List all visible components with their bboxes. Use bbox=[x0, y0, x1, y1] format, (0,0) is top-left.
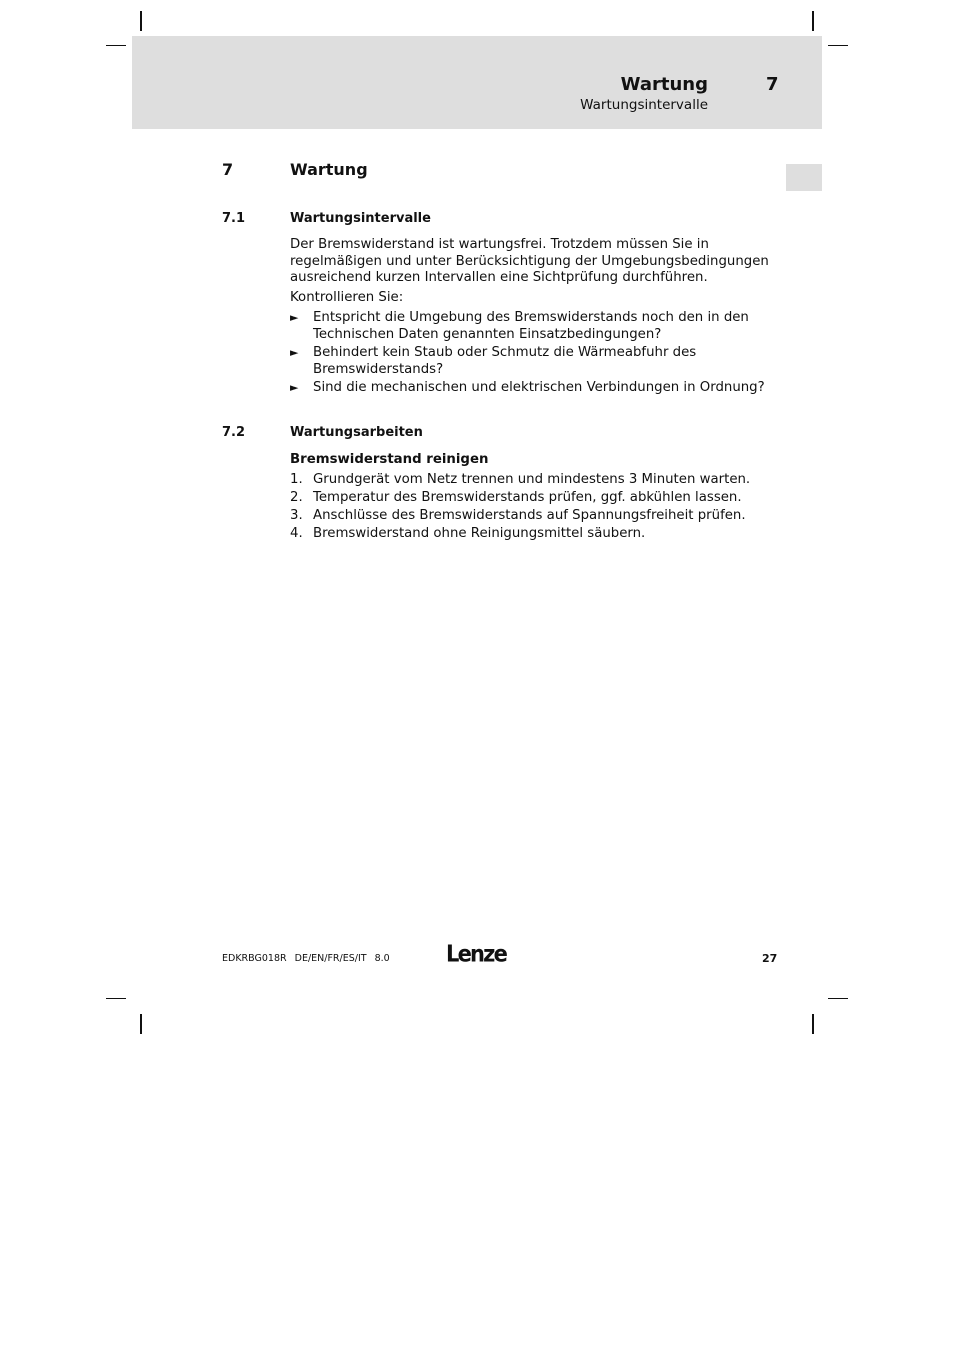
list-item bbox=[290, 380, 780, 397]
list-item-text: Behindert kein Staub oder Schmutz die Wärmeabfuhr des Bremswiderstands? bbox=[313, 345, 697, 377]
list-item bbox=[290, 345, 780, 378]
maintenance-paragraph: Der Bremswiderstand ist wartungsfrei. Trotzdem müssen Sie in regelmäßigen und unter Berücksichtigung der Umgebungsbedingungen ausreichend kurzen Intervallen eine Sichtprüfung durchführen. bbox=[290, 237, 769, 285]
step-number: 2. bbox=[290, 490, 303, 505]
header-band bbox=[132, 36, 822, 129]
page-number: 27 bbox=[762, 952, 778, 965]
check-list bbox=[290, 310, 780, 399]
subsection-1-title: Wartungsintervalle bbox=[290, 211, 431, 226]
check-intro: Kontrollieren Sie: bbox=[290, 290, 404, 305]
list-item-text: Sind die mechanischen und elektrischen Verbindungen in Ordnung? bbox=[313, 380, 765, 395]
footer-languages: DE/EN/FR/ES/IT bbox=[294, 953, 367, 964]
crop-mark-bottom-right-vertical bbox=[812, 1014, 814, 1034]
list-item bbox=[290, 310, 780, 343]
step-text: Grundgerät vom Netz trennen und mindestens 3 Minuten warten. bbox=[313, 472, 751, 487]
footer-document-info bbox=[222, 953, 395, 965]
crop-mark-top-left-horizontal bbox=[106, 45, 126, 46]
step-text: Temperatur des Bremswiderstands prüfen, ggf. abkühlen lassen. bbox=[313, 490, 742, 505]
step-text: Anschlüsse des Bremswiderstands auf Spannungsfreiheit prüfen. bbox=[313, 508, 746, 523]
procedure-title: Bremswiderstand reinigen bbox=[290, 452, 489, 467]
list-item bbox=[290, 490, 780, 508]
section-number: 7 bbox=[222, 160, 234, 179]
crop-mark-bottom-right-horizontal bbox=[828, 998, 848, 999]
subsection-2-title: Wartungsarbeiten bbox=[290, 425, 423, 440]
subsection-2-number: 7.2 bbox=[222, 425, 246, 440]
section-title: Wartung bbox=[290, 160, 368, 179]
list-item bbox=[290, 472, 780, 490]
crop-mark-top-right-vertical bbox=[812, 11, 814, 31]
crop-mark-top-left-vertical bbox=[140, 11, 142, 31]
list-item bbox=[290, 508, 780, 526]
footer-doc-id: EDKRBG018R bbox=[222, 953, 287, 964]
list-item-text: Entspricht die Umgebung des Bremswiderstands noch den in den Technischen Daten genannten Einsatzbedingungen? bbox=[313, 310, 749, 342]
header-chapter-number: 7 bbox=[766, 74, 779, 95]
bullet-arrow-icon: ► bbox=[290, 381, 299, 394]
crop-mark-bottom-left-vertical bbox=[140, 1014, 142, 1034]
footer-version: 8.0 bbox=[374, 953, 390, 964]
bullet-arrow-icon: ► bbox=[290, 346, 299, 359]
header-title: Wartung bbox=[620, 74, 708, 95]
step-number: 4. bbox=[290, 526, 303, 541]
header-subtitle: Wartungsintervalle bbox=[580, 97, 708, 113]
list-item bbox=[290, 526, 780, 544]
step-number: 3. bbox=[290, 508, 303, 523]
step-text: Bremswiderstand ohne Reinigungsmittel säubern. bbox=[313, 526, 646, 541]
bullet-arrow-icon: ► bbox=[290, 311, 299, 324]
subsection-1-number: 7.1 bbox=[222, 211, 246, 226]
step-number: 1. bbox=[290, 472, 303, 487]
crop-mark-bottom-left-horizontal bbox=[106, 998, 126, 999]
crop-mark-top-right-horizontal bbox=[828, 45, 848, 46]
procedure-steps bbox=[290, 472, 780, 544]
chapter-side-tab bbox=[786, 164, 822, 191]
lenze-logo: Lenze bbox=[446, 941, 507, 967]
